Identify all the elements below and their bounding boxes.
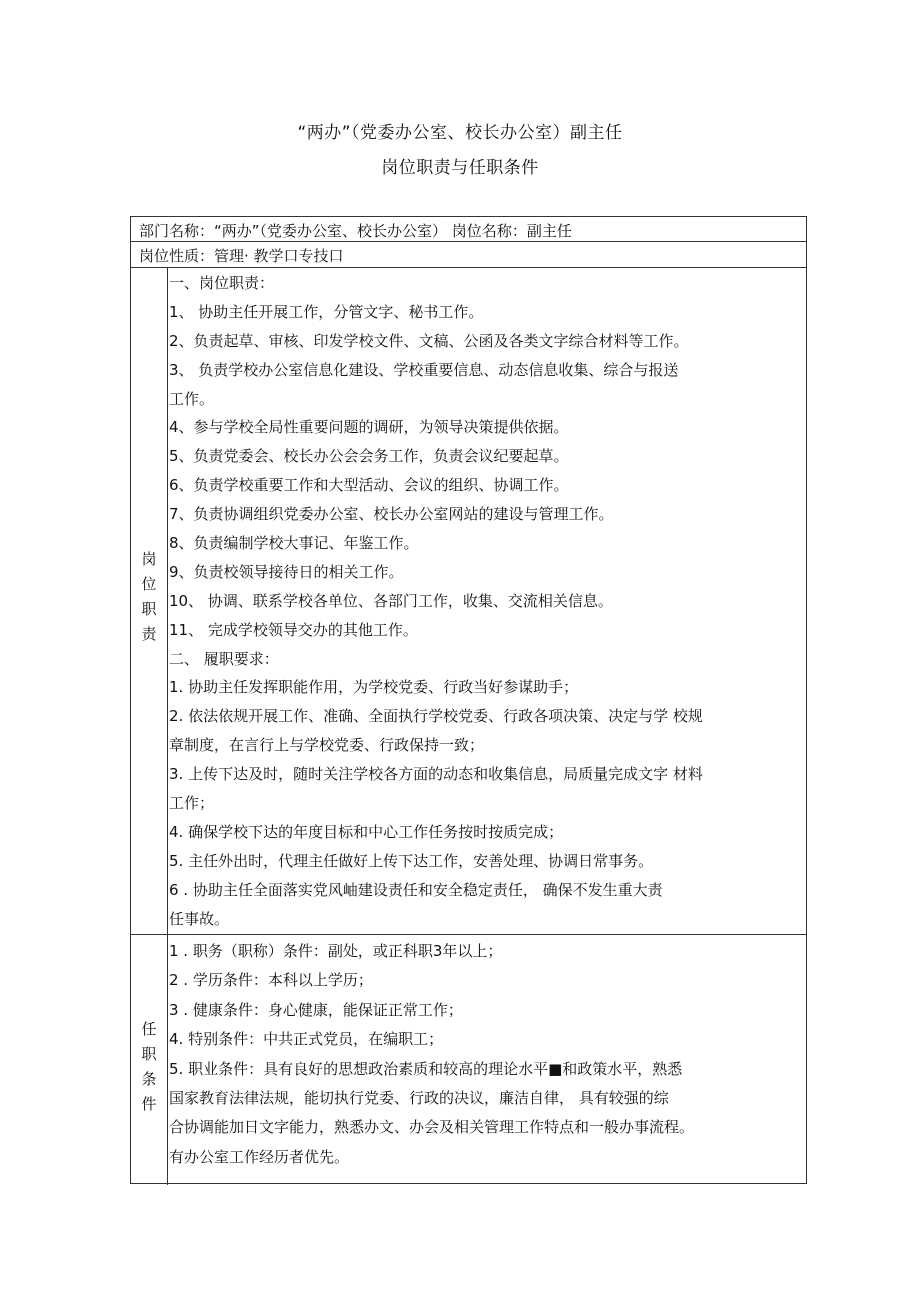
duty-line: 6、负责学校重要工作和大型活动、会议的组织、协调工作。 [169, 476, 569, 495]
row-divider [131, 934, 806, 935]
job-table [130, 216, 807, 1184]
duty-line: 2、负责起草、审核、印发学校文件、文稿、公函及各类文字综合材料等工作。 [169, 331, 689, 350]
duty-line: 2. 依法依规开展工作、准确、全面执行学校党委、行政各项决策、决定与学 校规 [169, 707, 703, 726]
duty-line: 5. 主任外出时，代理主任做好上传下达工作，安善处理、协调日常事务。 [169, 851, 654, 870]
qualification-line: 3 . 健康条件：身心健康，能保证正常工作； [169, 1000, 463, 1019]
duty-line: 1、 协助主任开展工作，分管文字、秘书工作。 [169, 302, 484, 321]
duty-line: 6 . 协助主任全面落实党风岫建设责任和安全稳定责任， 确保不发生重大责 [169, 880, 663, 899]
duty-line: 5、负责党委会、校长办公会会务工作，负责会议纪要起草。 [169, 447, 569, 466]
row-divider [131, 241, 806, 242]
qualification-line: 国家教育法律法规，能切执行党委、行政的决议，廉洁自律， 具有较强的综 [169, 1088, 669, 1107]
duty-line: 10、 协调、联系学校各单位、各部门工作，收集、交流相关信息。 [169, 591, 613, 610]
duty-line: 工作； [169, 794, 215, 813]
duty-line: 3、 负责学校办公室信息化建设、学校重要信息、动态信息收集、综合与报送 [169, 360, 679, 379]
duty-line: 一、岗位职责： [169, 274, 275, 292]
duty-line: 3. 上传下达及时，随时关注学校各方面的动态和收集信息，局质量完成文字 材料 [169, 765, 703, 784]
duty-line: 8、负责编制学校大事记、年鉴工作。 [169, 534, 419, 553]
duties-content [169, 269, 799, 933]
qualification-line: 5. 职业条件：具有良好的思想政治素质和较高的理论水平■和政策水平，熟悉 [169, 1059, 683, 1078]
dept-row: 部门名称：“两办”（党委办公室、校长办公室） 岗位名称：副主任 [139, 222, 572, 240]
duty-line: 工作。 [169, 389, 215, 408]
duty-line: 二、 履职要求： [169, 649, 279, 668]
duty-line: 任事故。 [169, 909, 230, 928]
qualification-line: 有办公室工作经历者优先。 [169, 1147, 350, 1166]
duty-line: 1. 协助主任发挥职能作用，为学校党委、行政当好参谋助手； [169, 678, 579, 697]
document-title: “两办”（党委办公室、校长办公室）副主任 [297, 123, 623, 143]
nature-row: 岗位性质：管理· 教学口专技口 [139, 247, 344, 265]
row-divider [131, 267, 806, 268]
qualifications-content [169, 937, 799, 1172]
qualification-line: 合协调能加日文字能力，熟悉办文、办会及相关管理工作特点和一般办事流程。 [169, 1118, 695, 1137]
qualification-line: 4. 特别条件：中共正式党员，在编职工； [169, 1030, 444, 1049]
qualification-line: 1 . 职务（职称）条件：副处，或正科职3年以上； [169, 942, 503, 960]
duty-line: 4、参与学校全局性重要问题的调研，为领导决策提供依据。 [169, 418, 569, 437]
qualification-line: 2 . 学历条件：本科以上学历； [169, 971, 373, 990]
duty-line: 9、负责校领导接待日的相关工作。 [169, 562, 404, 581]
duty-line: 章制度，在言行上与学校党委、行政保持一致； [169, 736, 485, 755]
document-subtitle: 岗位职责与任职条件 [381, 158, 539, 178]
column-divider [167, 267, 168, 1185]
duty-line: 11、 完成学校领导交办的其他工作。 [169, 620, 418, 639]
duty-line: 4. 确保学校下达的年度目标和中心工作任务按时按质完成； [169, 822, 564, 841]
duty-line: 7、负责协调组织党委办公室、校长办公室网站的建设与管理工作。 [169, 505, 614, 524]
qualifications-label: 任 职 条 件 [141, 1020, 157, 1113]
duties-label: 岗 位 职 责 [141, 550, 157, 643]
